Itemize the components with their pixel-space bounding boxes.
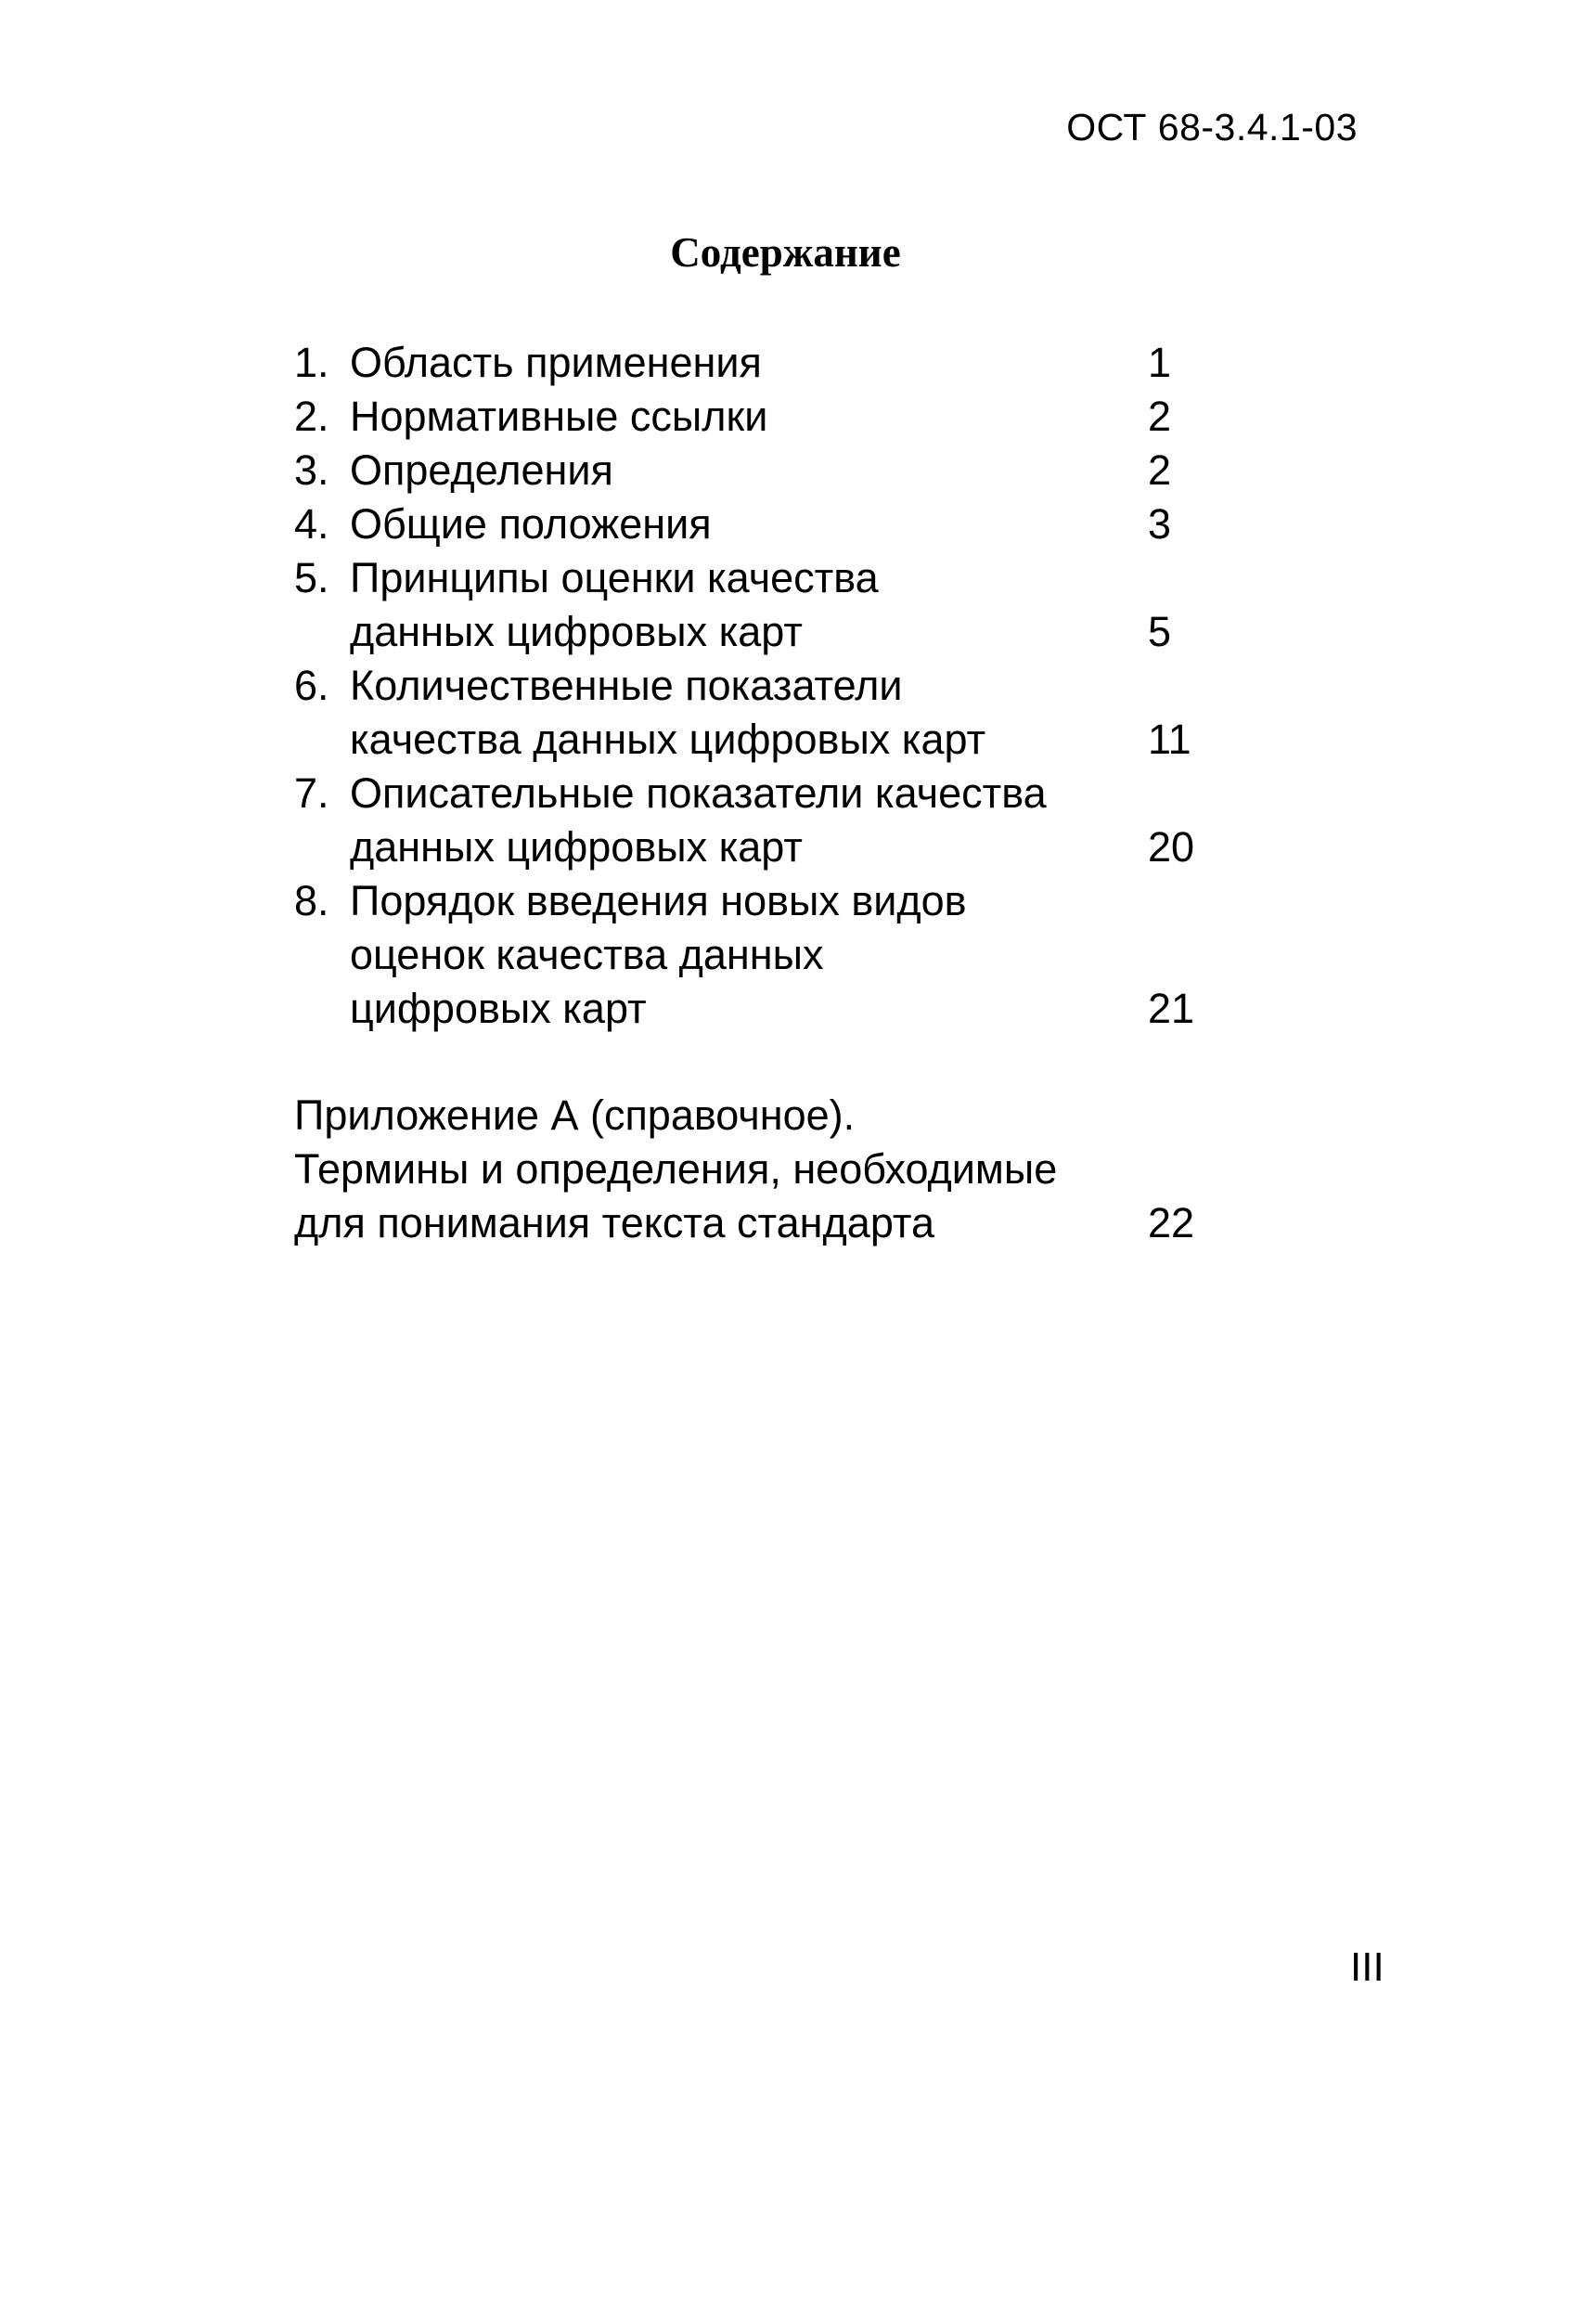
toc-entry-number: 2. <box>294 393 329 440</box>
toc-entry-text <box>350 497 1064 551</box>
document-code: ОСТ 68-3.4.1-03 <box>1066 106 1358 148</box>
toc-entry-line: Порядок введения новых видов <box>350 877 967 924</box>
toc-entry-3[interactable] <box>294 444 1361 497</box>
toc-entry-2[interactable] <box>294 390 1361 444</box>
toc-entry-number: 5. <box>294 554 329 601</box>
toc-entry-line: данных цифровых карт <box>350 608 803 655</box>
toc-entry-line: Количественные показатели <box>350 662 903 709</box>
toc-entry-8[interactable] <box>294 874 1361 1036</box>
toc-entry-page: 2 <box>1148 446 1172 494</box>
toc-entry-text <box>350 659 1064 767</box>
appendix-line: для понимания текста стандарта <box>294 1199 934 1246</box>
toc-entry-text <box>350 390 1064 444</box>
toc-entry-5[interactable] <box>294 551 1361 659</box>
toc-entry-1[interactable] <box>294 336 1361 390</box>
toc-entry-page: 1 <box>1148 339 1172 386</box>
toc-entry-6[interactable] <box>294 659 1361 767</box>
toc-entry-number: 6. <box>294 662 329 709</box>
toc-entry-page: 21 <box>1148 985 1195 1032</box>
toc-title: Содержание <box>670 229 901 276</box>
toc-entry-number: 4. <box>294 500 329 548</box>
toc-entry-line: Общие положения <box>350 500 712 548</box>
toc-entry-4[interactable] <box>294 497 1361 551</box>
toc-entry-text <box>350 444 1064 497</box>
toc-entry-number: 3. <box>294 446 329 494</box>
toc-entry-line: Описательные показатели качества <box>350 769 1047 817</box>
toc-entry-page: 2 <box>1148 393 1172 440</box>
toc-entry-line: данных цифровых карт <box>350 823 803 871</box>
toc-entry-number: 7. <box>294 769 329 817</box>
toc-entry-line: Нормативные ссылки <box>350 393 768 440</box>
toc-entry-number: 1. <box>294 339 329 386</box>
toc-entry-line: цифровых карт <box>350 985 647 1032</box>
appendix-line: Термины и определения, необходимые <box>294 1145 1058 1193</box>
toc-entry-text <box>350 767 1064 874</box>
toc-entry-7[interactable] <box>294 767 1361 874</box>
appendix-page: 22 <box>1148 1199 1195 1246</box>
toc-entry-page: 3 <box>1148 500 1172 548</box>
toc-entry-number: 8. <box>294 877 329 924</box>
toc-entry-line: Определения <box>350 446 613 494</box>
toc-entry-line: оценок качества данных <box>350 931 824 978</box>
appendix-text <box>294 1089 1064 1250</box>
toc-entry-text <box>350 874 1064 1036</box>
toc-entry-page: 11 <box>1148 716 1191 763</box>
toc-appendix-entry[interactable] <box>294 1089 1361 1250</box>
toc-entry-text <box>350 551 1064 659</box>
appendix-line: Приложение А (справочное). <box>294 1091 856 1139</box>
toc-entry-line: Область применения <box>350 339 762 386</box>
toc-entry-line: качества данных цифровых карт <box>350 716 986 763</box>
toc-entry-page: 20 <box>1148 823 1195 871</box>
toc-list <box>294 336 1361 1036</box>
page-number: III <box>1350 1944 1384 1990</box>
toc-entry-line: Принципы оценки качества <box>350 554 879 601</box>
toc-entry-page: 5 <box>1148 608 1172 655</box>
toc-entry-text <box>350 336 1064 390</box>
